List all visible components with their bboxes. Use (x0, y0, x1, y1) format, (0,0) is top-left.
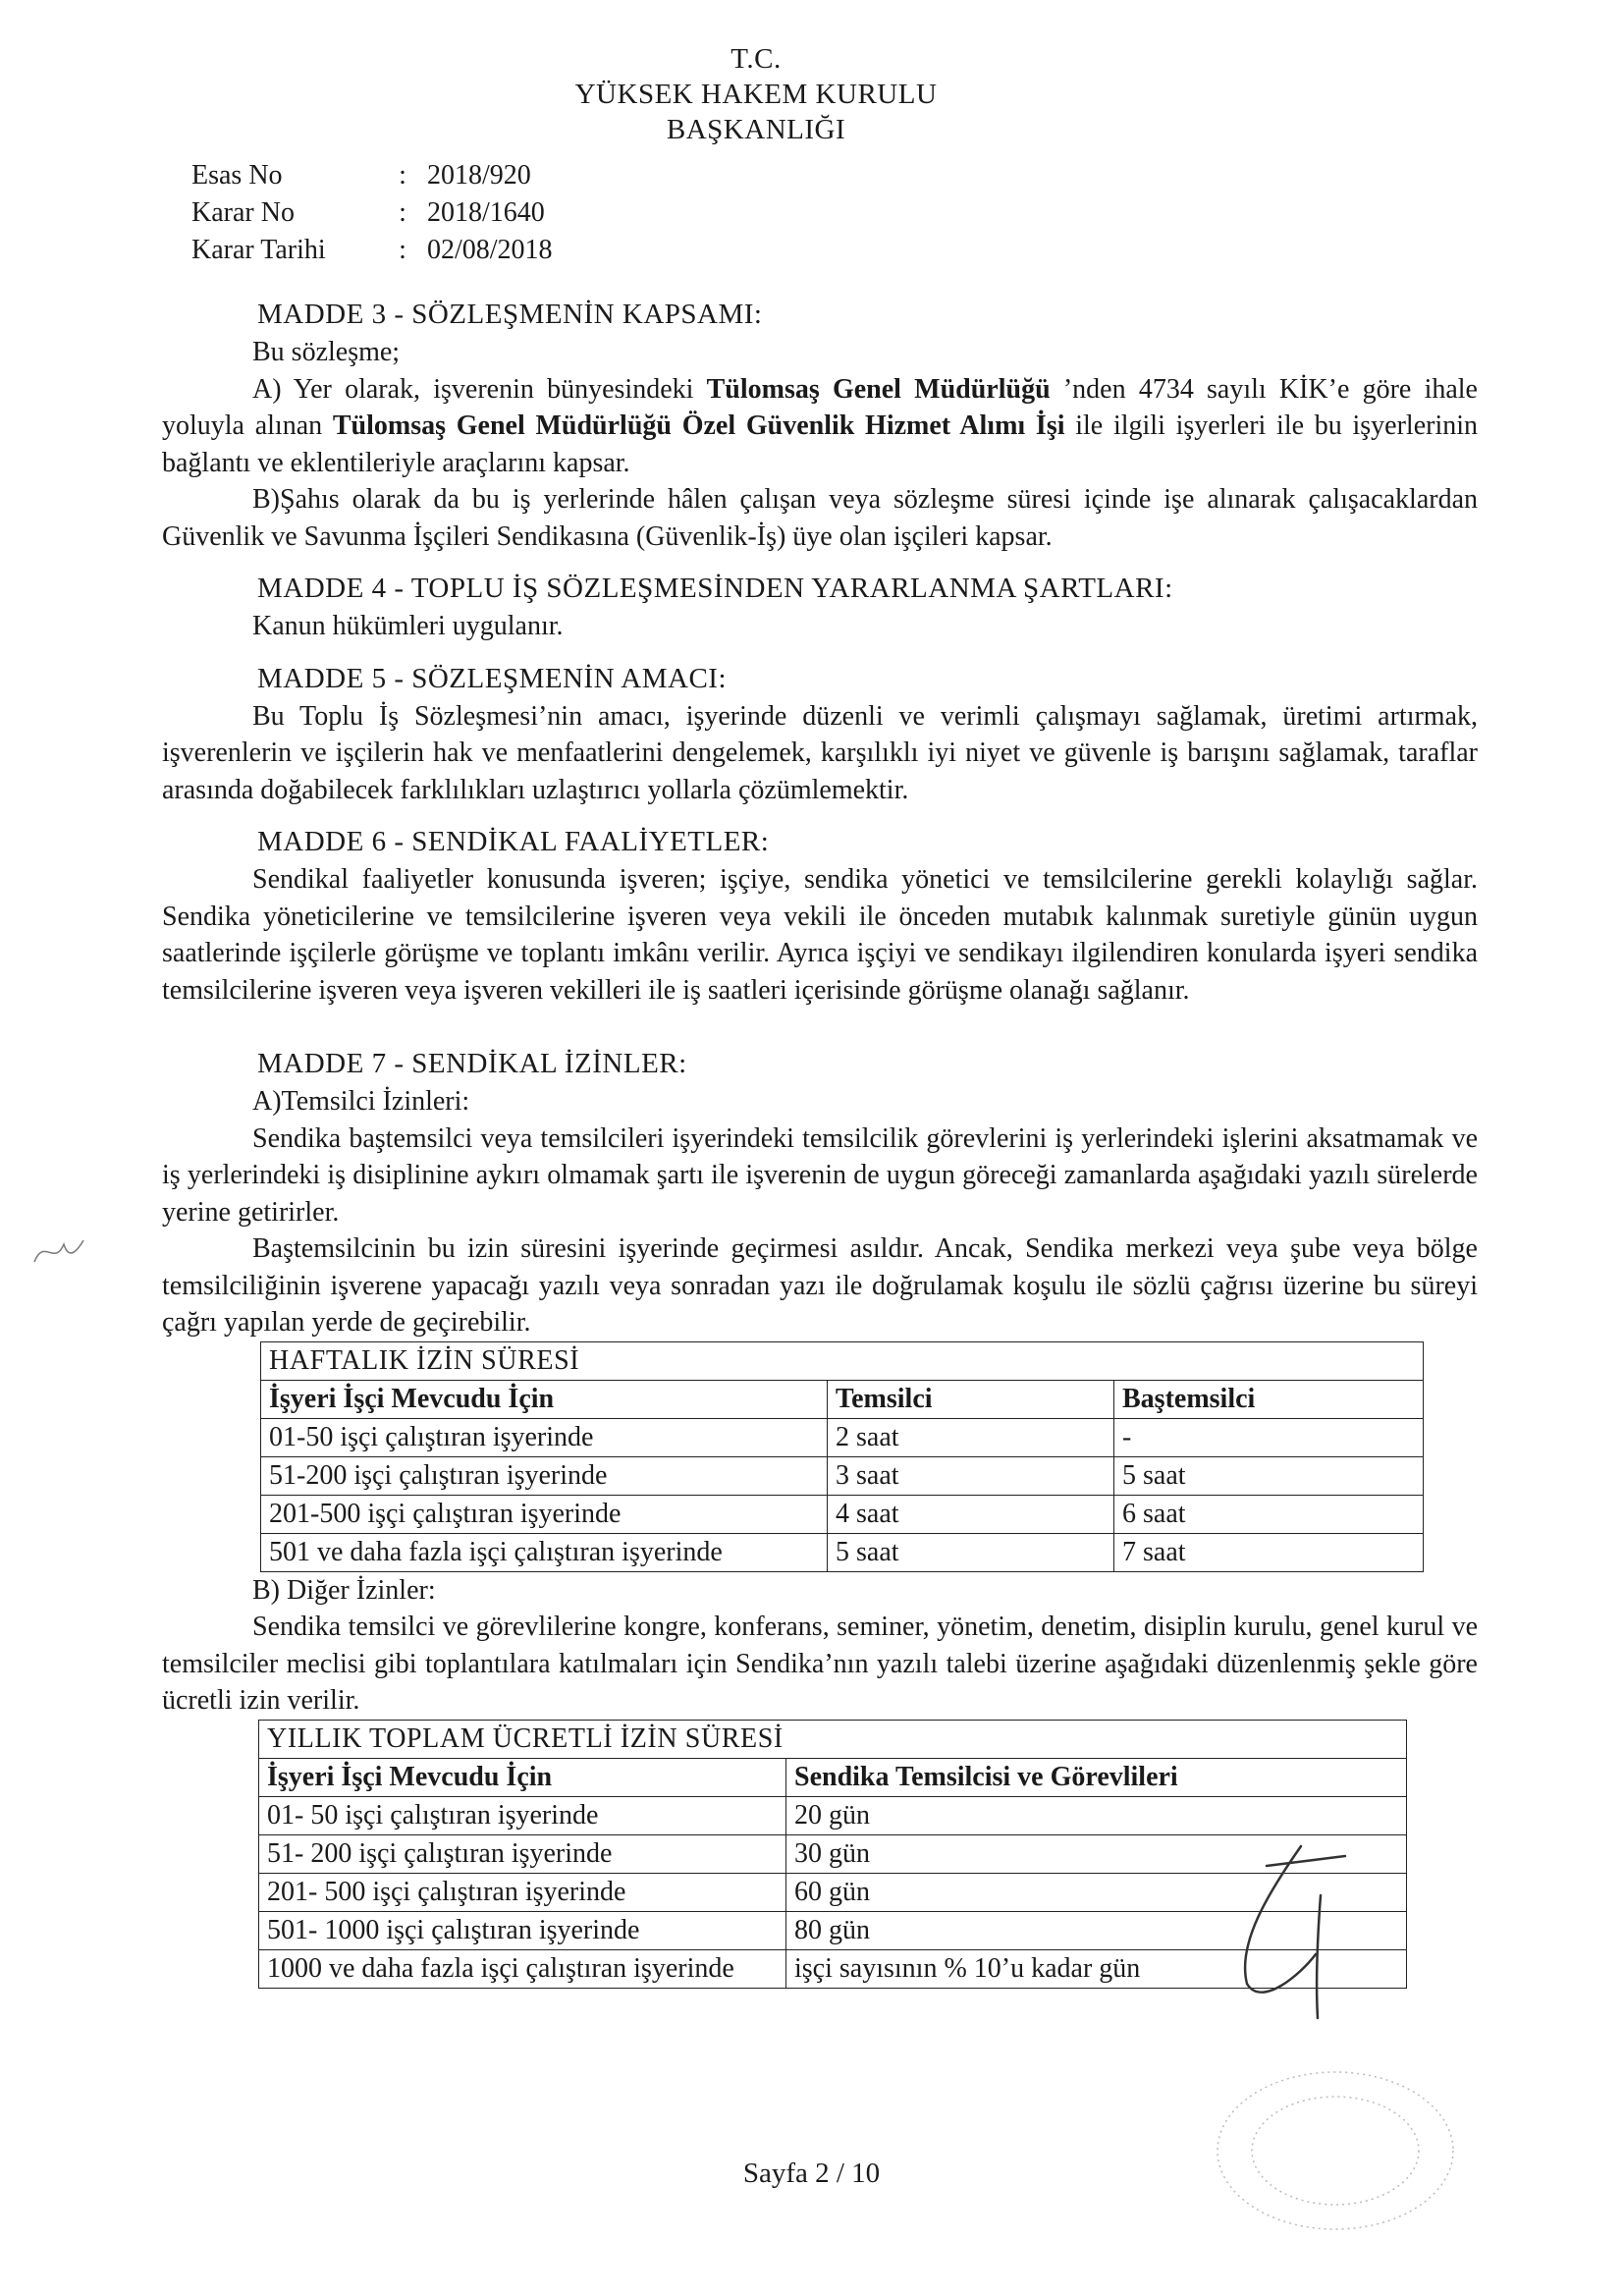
article-7-title: MADDE 7 - SENDİKAL İZİNLER: (257, 1048, 687, 1079)
table-cell: 501- 1000 işçi çalıştıran işyerinde (259, 1911, 786, 1949)
article-6-title: MADDE 6 - SENDİKAL FAALİYETLER: (257, 826, 770, 857)
table-cell: 51- 200 işçi çalıştıran işyerinde (259, 1834, 786, 1873)
table-title: YILLIK TOPLAM ÜCRETLİ İZİN SÜRESİ (259, 1720, 1407, 1758)
article-6-text: Sendikal faaliyetler konusunda işveren; işçiye, sendika yönetici ve temsilcilerine gerekli kolaylığı sağlar. Sendika yöneticilerine ve temsilcilerine işveren veya vekili ile önceden mutabık kalınmak suretiyle günün uygun saatlerinde işçilerle görüşme ve toplantı imkânı verilir. Ayrıca işçiyi ve sendikayı ilgilendiren konularda işyeri sendika temsilcilerine işveren veya işveren vekilleri ile iş saatleri içerisinde görüşme olanağı sağlanır. (162, 864, 1478, 1006)
table-cell: 5 saat (828, 1533, 1114, 1571)
header-line-1: T.C. (730, 43, 782, 75)
meta-value: 2018/920 (427, 160, 531, 191)
case-meta (191, 157, 553, 269)
table-cell: 1000 ve daha fazla işçi çalıştıran işyerinde (259, 1949, 786, 1988)
table-cell: 4 saat (828, 1495, 1114, 1533)
table-title: HAFTALIK İZİN SÜRESİ (261, 1341, 1424, 1380)
meta-label: Karar Tarihi (191, 235, 326, 265)
article-5-text: Bu Toplu İş Sözleşmesi’nin amacı, işyerinde düzenli ve verimli çalışmayı sağlamak, üretimi artırmak, işverenlerin ve işçilerin hak ve menfaatlerini dengelemek, karşılıklı iyi niyet ve güvenle iş barışını sağlamak, taraflar arasında doğabilecek farklılıkları uzlaştırıcı yollarla çözümlemektir. (162, 700, 1478, 805)
page-footer (0, 2158, 1623, 2190)
table-cell: işçi sayısının % 10’u kadar gün (786, 1949, 1407, 1988)
table-header: İşyeri İşçi Mevcudu İçin (261, 1380, 828, 1418)
table-cell: 201- 500 işçi çalıştıran işyerinde (259, 1873, 786, 1911)
margin-initials-icon (29, 1232, 88, 1272)
table-cell: - (1114, 1418, 1424, 1456)
table-cell: 7 saat (1114, 1533, 1424, 1571)
faded-stamp-icon (1149, 2043, 1463, 2239)
meta-value: 02/08/2018 (427, 235, 553, 265)
table-cell: 30 gün (786, 1834, 1407, 1873)
page-number: Sayfa 2 / 10 (742, 2158, 881, 2189)
table-cell: 2 saat (828, 1418, 1114, 1456)
weekly-leave-table (260, 1341, 1424, 1572)
article-5-title: MADDE 5 - SÖZLEŞMENİN AMACI: (257, 662, 727, 694)
table-header: İşyeri İşçi Mevcudu İçin (259, 1758, 786, 1796)
table-row (259, 1796, 1407, 1834)
table-header: Temsilci (828, 1380, 1114, 1418)
table-header: Baştemsilci (1114, 1380, 1424, 1418)
article-3-intro: Bu sözleşme; (252, 337, 401, 367)
article-7-b-label: B) Diğer İzinler: (252, 1574, 436, 1606)
table-cell: 20 gün (786, 1796, 1407, 1834)
tender-name: Tülomsaş Genel Müdürlüğü Özel Güvenlik Hizmet Alımı İşi (332, 410, 1065, 441)
table-row (261, 1533, 1424, 1571)
employer-name: Tülomsaş Genel Müdürlüğü (706, 373, 1051, 405)
table-cell: 51-200 işçi çalıştıran işyerinde (261, 1456, 828, 1495)
article-7-a-label: A)Temsilci İzinleri: (252, 1086, 470, 1117)
meta-value: 2018/1640 (427, 197, 545, 228)
table-row (261, 1495, 1424, 1533)
header-line-3: BAŞKANLIĞI (666, 114, 846, 145)
handwritten-signature-icon (1208, 1836, 1365, 2033)
table-cell: 5 saat (1114, 1456, 1424, 1495)
table-header: Sendika Temsilcisi ve Görevlileri (786, 1758, 1407, 1796)
table-cell: 6 saat (1114, 1495, 1424, 1533)
article-3-clause-b: B)Şahıs olarak da bu iş yerlerinde hâlen çalışan veya sözleşme süresi içinde işe alınarak çalışacaklardan Güvenlik ve Savunma İşçileri Sendikasına (Güvenlik-İş) üye olan işçileri kapsar. (162, 484, 1478, 552)
meta-row-tarih: Karar Tarihi : 02/08/2018 (191, 232, 553, 269)
table-row (261, 1418, 1424, 1456)
document-body (162, 295, 1478, 1989)
article-3-clause-a: A) Yer olarak, işverenin bünyesindeki Tülomsaş Genel Müdürlüğü ’nden 4734 sayılı KİK’e göre ihale yoluyla alınan Tülomsaş Genel Müdürlüğü Özel Güvenlik Hizmet Alımı İşi ile ilgili işyerleri ile bu işyerlerinin bağlantı ve eklentileriyle araçlarını kapsar. (162, 373, 1479, 478)
meta-row-esas: Esas No : 2018/920 (191, 157, 553, 194)
table-cell: 501 ve daha fazla işçi çalıştıran işyerinde (261, 1533, 828, 1571)
article-7-a-paragraph-2: Baştemsilcinin bu izin süresini işyerinde geçirmesi asıldır. Ancak, Sendika merkezi veya şube veya bölge temsilciliğinin işverene yapacağı yazılı veya sonradan yazı ile doğrulamak koşulu ile sözlü çağrısı üzerine bu süreyi çağrı yapılan yerde de geçirebilir. (162, 1233, 1478, 1338)
article-4-title: MADDE 4 - TOPLU İŞ SÖZLEŞMESİNDEN YARARLANMA ŞARTLARI: (257, 573, 1173, 604)
table-cell: 01- 50 işçi çalıştıran işyerinde (259, 1796, 786, 1834)
article-4-text: Kanun hükümleri uygulanır. (252, 611, 564, 641)
meta-label: Esas No (191, 160, 283, 191)
article-7-b-paragraph: Sendika temsilci ve görevlilerine kongre, konferans, seminer, yönetim, denetim, disiplin kurulu, genel kurul ve temsilciler meclisi gibi toplantılara katılmaları için Sendika’nın yazılı talebi üzerine aşağıdaki düzenlenmiş şekle göre ücretli izin verilir. (162, 1612, 1478, 1716)
table-cell: 3 saat (828, 1456, 1114, 1495)
table-cell: 60 gün (786, 1873, 1407, 1911)
table-row (261, 1456, 1424, 1495)
article-7-a-paragraph-1: Sendika baştemsilci veya temsilcileri işyerindeki temsilcilik görevlerini iş yerlerindeki işlerini aksatmamak ve iş yerlerindeki iş disiplinine aykırı olmamak şartı ile işverenin de uygun göreceği zamanlarda aşağıdaki yazılı sürelerde yerine getirirler. (162, 1122, 1478, 1228)
institution-header (550, 41, 962, 147)
meta-row-karar: Karar No : 2018/1640 (191, 194, 553, 232)
table-cell: 80 gün (786, 1911, 1407, 1949)
article-3-title: MADDE 3 - SÖZLEŞMENİN KAPSAMI: (257, 299, 763, 330)
table-cell: 201-500 işçi çalıştıran işyerinde (261, 1495, 828, 1533)
header-line-2: YÜKSEK HAKEM KURULU (574, 79, 938, 110)
table-cell: 01-50 işçi çalıştıran işyerinde (261, 1418, 828, 1456)
meta-label: Karar No (191, 197, 295, 228)
